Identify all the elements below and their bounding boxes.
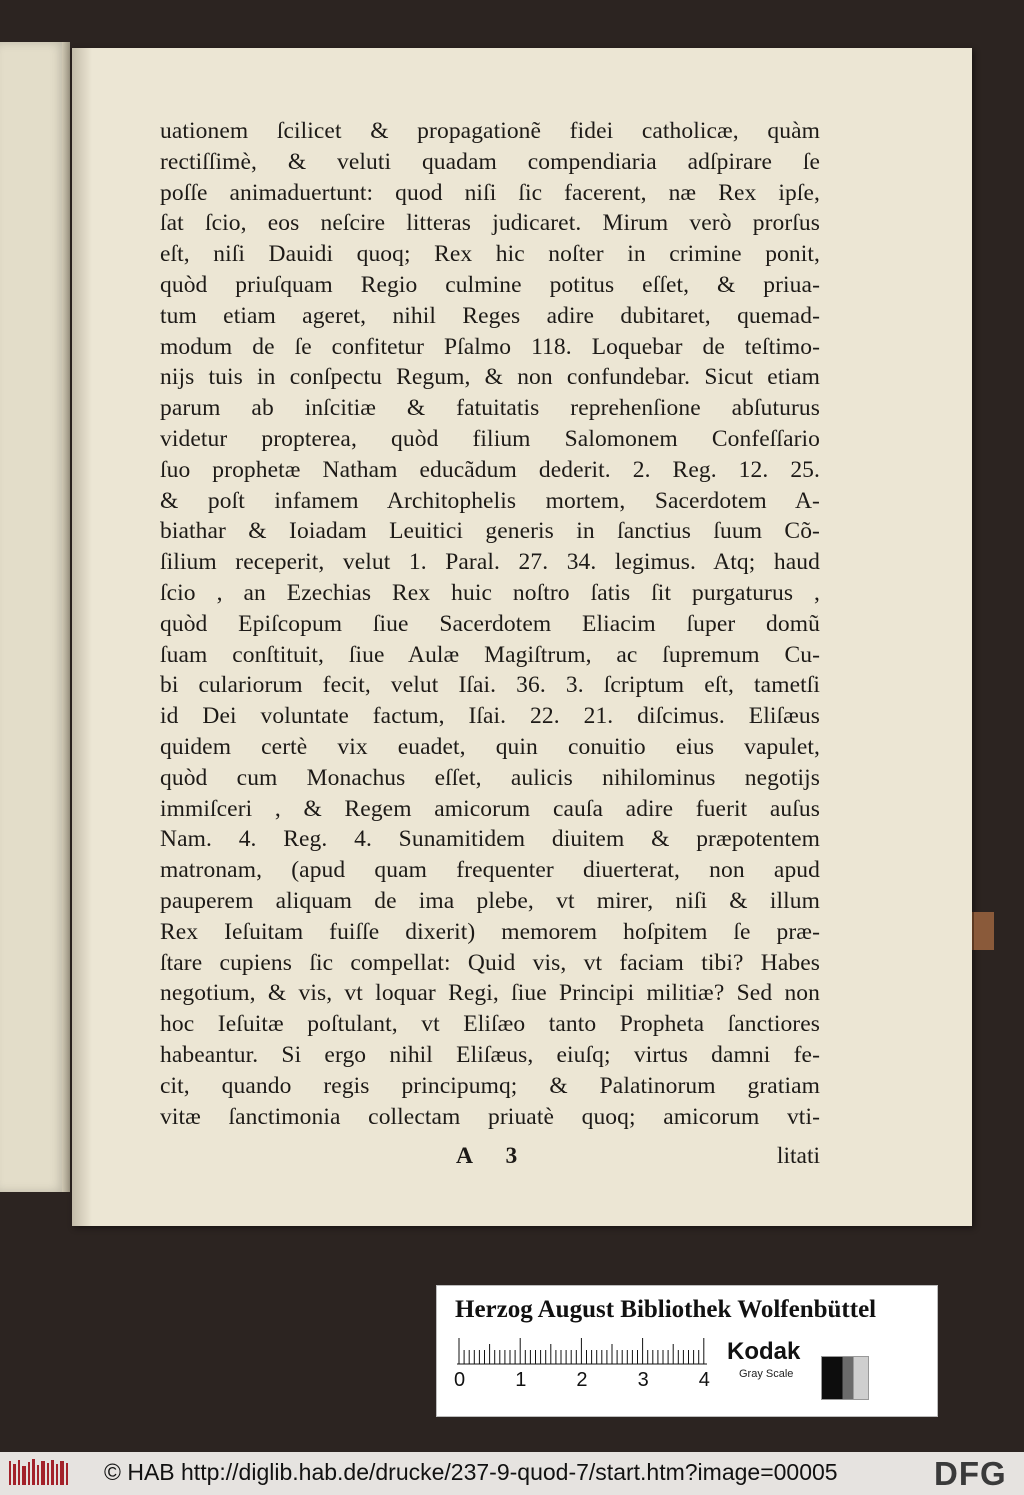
text-line: uationem ſcilicet & propagationẽ fidei catholicæ, quàm xyxy=(160,118,820,144)
text-line: eſt, niſi Dauidi quoq; Rex hic noſter in crimine ponit, xyxy=(160,241,820,268)
text-line: ſuo prophetæ Natham educãdum dederit. 2. Reg. 12. 25. xyxy=(160,456,820,483)
text-line: pauperem aliquam de ima plebe, vt mirer, niſi & illum xyxy=(160,887,820,914)
dfg-logo: DFG xyxy=(934,1455,1007,1492)
text-line: ſuam conſtituit, ſiue Aulæ Magiſtrum, ac ſupremum Cu- xyxy=(160,641,820,668)
ruler-label: 3 xyxy=(637,1369,649,1391)
text-line: tum etiam ageret, nihil Reges adire dubitaret, quemad- xyxy=(160,302,820,329)
text-line: rectiſſimè, & veluti quadam compendiaria adſpirare ſe xyxy=(160,148,820,175)
text-line: ſat ſcio, eos neſcire litteras judicaret. Mirum verò prorſus xyxy=(160,210,820,237)
text-line: parum ab inſcitiæ & fatuitatis reprehenſione abſuturus xyxy=(160,395,820,422)
kodak-logo: Kodak xyxy=(727,1338,801,1365)
catchword: litati xyxy=(776,1143,820,1169)
text-line: quòd Epiſcopum ſiue Sacerdotem Eliacim ſuper domũ xyxy=(160,610,820,637)
text-line: Nam. 4. Reg. 4. Sunamitidem diuitem & præpotentem xyxy=(160,826,820,853)
ruler-scale xyxy=(454,1338,719,1391)
barcode-icon xyxy=(8,1458,70,1488)
ruler-label: 1 xyxy=(515,1369,527,1391)
text-line: bi culariorum fecit, velut Iſai. 36. 3. ſcriptum eſt, tametſi xyxy=(160,672,820,699)
text-line: ſilium receperit, velut 1. Paral. 27. 34. legimus. Atq; haud xyxy=(160,549,820,576)
text-line: id Dei voluntate factum, Iſai. 22. 21. diſcimus. Eliſæus xyxy=(160,703,820,730)
gray-scale-label: Gray Scale xyxy=(739,1368,794,1380)
text-line: negotium, & vis, vt loquar Regi, ſiue Principi militiæ? Sed non xyxy=(160,980,820,1007)
text-line: ſcio , an Ezechias Rex huic noſtro ſatis ſit purgaturus , xyxy=(160,579,820,606)
text-line: biathar & Ioiadam Leuitici generis in ſanctius ſuum Cõ- xyxy=(160,518,820,545)
signature-mark: A 3 xyxy=(456,1143,532,1169)
previous-leaf xyxy=(0,42,66,1192)
text-line: nijs tuis in conſpectu Regum, & non confundebar. Sicut etiam xyxy=(160,364,820,391)
viewer-footer-bar xyxy=(0,1452,1024,1495)
text-line: Rex Ieſuitam fuiſſe dixerit) memorem hoſpitem ſe præ- xyxy=(160,918,820,945)
text-line: modum de ſe confitetur Pſalmo 118. Loquebar de teſtimo- xyxy=(160,333,820,360)
text-line: hoc Ieſuitæ poſtulant, vt Eliſæo tanto Propheta ſanctiores xyxy=(160,1011,820,1038)
text-line: videtur propterea, quòd filium Salomonem Confeſſario xyxy=(160,425,820,452)
text-line: vitæ ſanctimonia collectam priuatè quoq; amicorum vti- xyxy=(160,1103,820,1130)
bookmark-ribbon xyxy=(972,912,994,950)
page-footer-line xyxy=(160,1143,820,1175)
library-color-card xyxy=(436,1285,938,1417)
ruler-label: 4 xyxy=(698,1369,710,1391)
text-line: immiſceri , & Regem amicorum cauſa adire fuerit auſus xyxy=(160,795,820,822)
text-line: & poſt infamem Architophelis mortem, Sacerdotem A- xyxy=(160,487,820,514)
text-line: cit, quando regis principumq; & Palatinorum gratiam xyxy=(160,1072,820,1099)
copyright-url[interactable]: © HAB http://diglib.hab.de/drucke/237-9-quod-7/start.htm?image=00005 xyxy=(104,1459,838,1485)
ruler-label: 2 xyxy=(576,1369,588,1391)
gray-scale-patch xyxy=(821,1356,869,1400)
text-line: matronam, (apud quam frequenter diuerterat, non apud xyxy=(160,857,820,884)
text-line: habeantur. Si ergo nihil Eliſæus, eiuſq; virtus damni fe- xyxy=(160,1041,820,1068)
library-name: Herzog August Bibliothek Wolfenbüttel xyxy=(455,1296,877,1323)
text-line: quòd cum Monachus eſſet, aulicis nihilominus negotijs xyxy=(160,764,820,791)
gutter-shadow xyxy=(72,48,92,1226)
page-text xyxy=(160,116,820,1132)
text-line: ſtare cupiens ſic compellat: Quid vis, vt faciam tibi? Habes xyxy=(160,949,820,976)
ruler-label: 0 xyxy=(454,1369,466,1391)
text-line: quòd priuſquam Regio culmine potitus eſſet, & priua- xyxy=(160,271,820,298)
text-line: quidem certè vix euadet, quin conuitio eius vapulet, xyxy=(160,733,820,760)
leaf-edge xyxy=(62,42,70,1192)
text-line: poſſe animaduertunt: quod niſi ſic facerent, næ Rex ipſe, xyxy=(160,179,820,206)
